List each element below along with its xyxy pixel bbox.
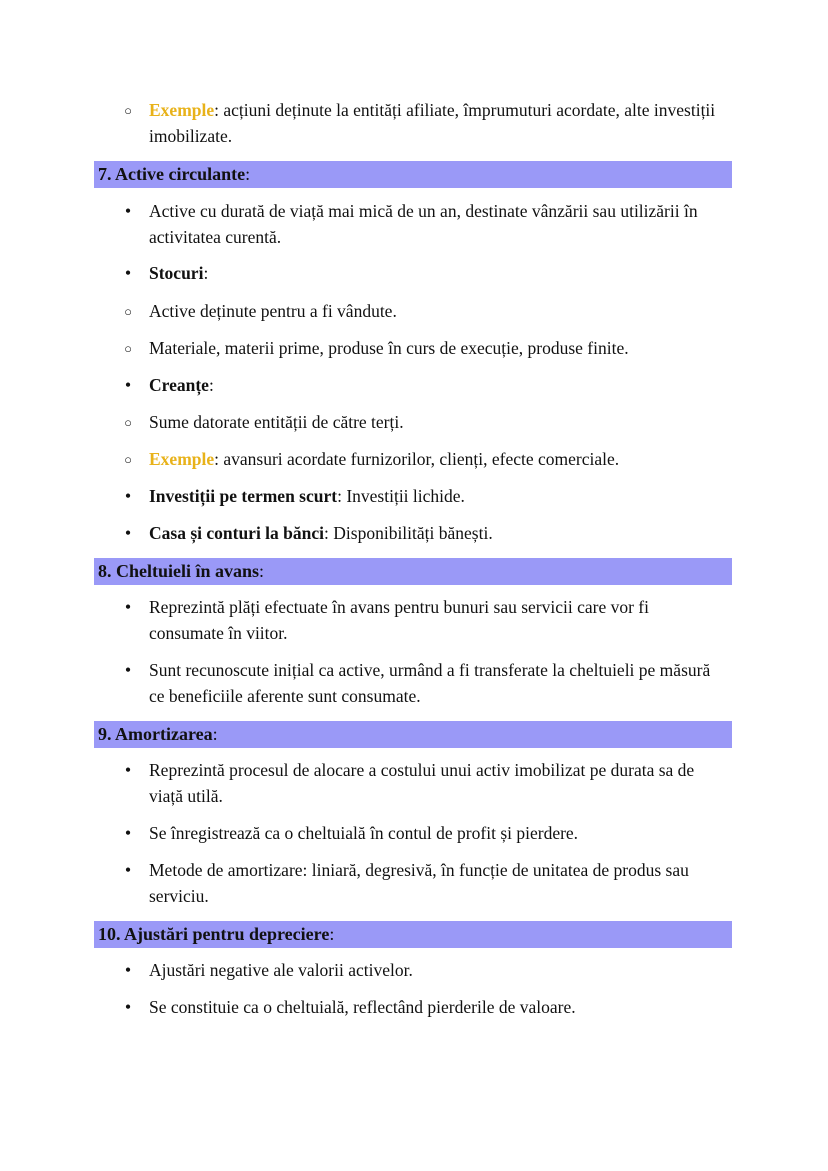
- disc-bullet-icon: •: [124, 660, 132, 680]
- disc-bullet-icon: •: [124, 375, 132, 395]
- disc-bullet-icon: •: [124, 960, 132, 980]
- disc-bullet-icon: •: [124, 860, 132, 880]
- disc-bullet-icon: •: [124, 597, 132, 617]
- term-label: Stocuri: [149, 263, 204, 283]
- circle-bullet-icon: ○: [124, 103, 132, 118]
- item-text: Reprezintă plăți efectuate în avans pentru bunuri sau servicii care vor fi consumate în viitor.: [149, 597, 649, 643]
- disc-bullet-icon: •: [124, 997, 132, 1017]
- disc-bullet-icon: •: [124, 760, 132, 780]
- circle-bullet-icon: ○: [124, 452, 132, 467]
- term-label: Investiții pe termen scurt: [149, 486, 338, 506]
- item-text: Se înregistrează ca o cheltuială în contul de profit și pierdere.: [149, 823, 579, 843]
- item-text: Active cu durată de viață mai mică de un an, destinate vânzării sau utilizării în activitatea curentă.: [149, 201, 698, 247]
- section-heading: 9. Amortizarea:: [94, 721, 732, 748]
- item-text: : acțiuni deținute la entități afiliate, împrumuturi acordate, alte investiții imobilizate.: [149, 100, 716, 146]
- examples-label: Exemple: [149, 100, 215, 120]
- disc-bullet-icon: •: [124, 201, 132, 221]
- circle-bullet-icon: ○: [124, 415, 132, 430]
- section-heading: 8. Cheltuieli în avans:: [94, 558, 732, 585]
- circle-bullet-icon: ○: [124, 304, 132, 319]
- item-text: Se constituie ca o cheltuială, reflectând pierderile de valoare.: [149, 997, 576, 1017]
- item-text: Metode de amortizare: liniară, degresivă, în funcție de unitatea de produs sau serviciu.: [149, 860, 689, 906]
- item-text: Sume datorate entității de către terți.: [149, 412, 404, 432]
- document-page: ○ Exemple: acțiuni deținute la entități afiliate, împrumuturi acordate, alte investiții imobilizate. 7. Active circulante: • Active cu durată de viață mai mică de un an, destinate vânzării sau utilizării în activitatea curentă. • Stocuri: ○ Active deținute pentru a fi vândute. ○ Materiale, materii prime, produse în curs de execuție, produse finite. • Creanțe: ○ Sume datorate entității de către terți. ○ Exemple: avansuri acordate furnizorilor, clienți, efecte comerciale. • Investiții pe termen scurt: Investiții lichide. • Casa și conturi la bănci: Disponibilități bănești. 8. Cheltuieli în avans: • Reprezintă plăți efectuate în avans pentru bunuri sau servicii care vor fi consumate în viitor. • Sunt recunoscute inițial ca active, urmând a fi transferate la cheltuieli pe măsură ce beneficiile aferente sunt consumate. 9. Amortizarea: • Reprezintă procesul de alocare a costului unui activ imobilizat pe durata sa de viață utilă. • Se înregistrează ca o cheltuială în contul de profit și pierdere. • Metode de amortizare: liniară, degresivă, în funcție de unitatea de produs sau serviciu. 10. Ajustări pentru depreciere: • Ajustări negative ale valorii activelor. • Se constituie ca o cheltuială, reflectând pierderile de valoare.: [0, 0, 828, 1171]
- section-heading: 10. Ajustări pentru depreciere:: [94, 921, 732, 948]
- circle-bullet-icon: ○: [124, 341, 132, 356]
- disc-bullet-icon: •: [124, 823, 132, 843]
- term-label: Creanțe: [149, 375, 209, 395]
- disc-bullet-icon: •: [124, 263, 132, 283]
- disc-bullet-icon: •: [124, 523, 132, 543]
- section-heading: 7. Active circulante:: [94, 161, 732, 188]
- item-text: Sunt recunoscute inițial ca active, urmând a fi transferate la cheltuieli pe măsură ce beneficiile aferente sunt consumate.: [149, 660, 711, 706]
- examples-label: Exemple: [149, 449, 215, 469]
- item-text: Active deținute pentru a fi vândute.: [149, 301, 397, 321]
- item-text: Reprezintă procesul de alocare a costului unui activ imobilizat pe durata sa de viață utilă.: [149, 760, 695, 806]
- item-text: Materiale, materii prime, produse în curs de execuție, produse finite.: [149, 338, 629, 358]
- term-label: Casa și conturi la bănci: [149, 523, 325, 543]
- disc-bullet-icon: •: [124, 486, 132, 506]
- item-text: Ajustări negative ale valorii activelor.: [149, 960, 413, 980]
